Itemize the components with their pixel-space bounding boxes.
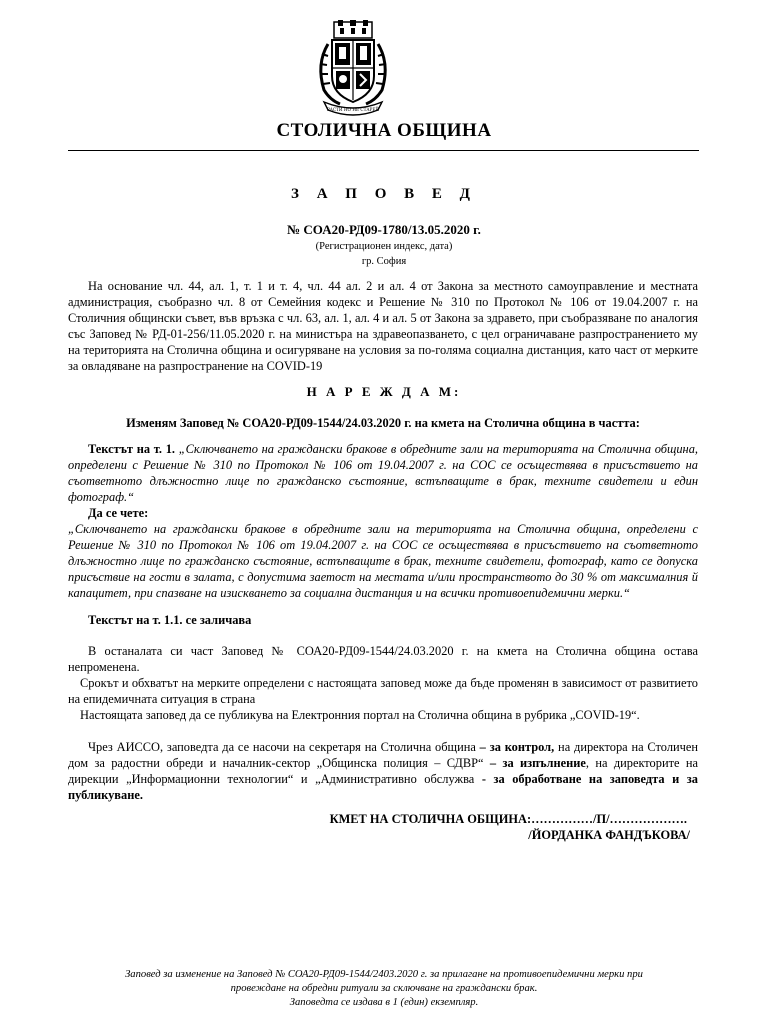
publish-paragraph: Настоящата заповед да се публикува на Електронния портал на Столична община в рубрика „COVID-19“. [80, 708, 640, 722]
point1-text: „Сключването на граждански бракове в обредните зали на територията на Столична община, определени с Решение № 310 по Протокол № 106 от 19.04.2007 г. на СОС се осъществява в присъствието на съответното длъжностно лице по гражданско състояние, встъпващите в брак, техните свидетели и един фотограф.“ [68, 442, 698, 504]
distribution-execution: – за изпълнение [483, 756, 586, 770]
document-title: З А П О В Е Д [291, 186, 477, 202]
preamble-paragraph: На основание чл. 44, ал. 1, т. 1 и т. 4, чл. 44 ал. 2 и ал. 4 от Закона за местното самоуправление и местната администрация, съобразно чл. 8 от Семейния кодекс и Решение № 310 по Протокол № 106 от 19.04.2007 г. на Столичния общински съвет, във връзка с чл. 63, ал. 1, ал. 4 и ал. 5 от Закона за здравето, при съобразяване по аналогия със Заповед № РД-01-256/11.05.2020 г. на министъра на здравеопазването, с цел ограничаване разпространението му на територията на Столична община и осигуряване на условия за по-голяма социална дистанция, като част от мерките за овладяване на разпространение на COVID-19 [68, 279, 698, 373]
sofia-coat-of-arms-logo [314, 20, 392, 116]
point1-paragraph [68, 441, 698, 505]
to-read-label: Да се чете: [88, 506, 149, 520]
mayor-name: /ЙОРДАНКА ФАНДЪКОВА/ [528, 828, 690, 842]
registration-note: (Регистрационен индекс, дата) [315, 241, 453, 252]
footer-note [40, 968, 728, 1010]
organization-name: СТОЛИЧНА ОБЩИНА [276, 120, 492, 141]
order-number: № СОА20-РД09-1780/13.05.2020 г. [287, 222, 481, 237]
amend-heading: Изменям Заповед № СОА20-РД09-1544/24.03.2020 г. на кмета на Столична община в частта: [126, 416, 640, 430]
footer-line-1: Заповед за изменение на Заповед № СОА20-РД09-1544/2403.2020 г. за прилагане на противоепидемични мерки при [125, 969, 643, 980]
distribution-text-3: , на директорите на дирекции „Информационни технологии“ и „Административно обслужва [68, 756, 698, 786]
footer-line-2: провеждане на обредни ритуали за сключване на граждански брак. [230, 983, 538, 994]
crest-motto: РАСТИ НО НЕ СТАРЕЙ [326, 107, 380, 112]
distribution-text-1: Чрез АИССО, заповедта да се насочи на секретаря на Столична община [88, 740, 476, 754]
term-paragraph: Срокът и обхватът на мерките определени с настоящата заповед може да бъде променян в зависимост от развитието на епидемичната ситуация в страна [68, 676, 698, 706]
distribution-text-2: на директора на Столичен дом за радостни обреди и началник-сектор „Общинска полиция – СДВР“ [68, 740, 698, 770]
to-read-text: „Сключването на граждански бракове в обредните зали на територията на Столична община, определени с Решение № 310 по Протокол № 106 от 19.04.2007 г. на СОС се осъществява в присъствието на съответното длъжностно лице по гражданско състояние, встъпващите в брак, техните свидетели, фотограф, като се допуска присъствие на гости в залата, с допустима заетост на местата и/или пространството до 30 % от максималния й капацитет, при спазване на изискването за социална дистанция и на всички противоепидемични мерки.“ [68, 522, 698, 600]
city: гр. София [361, 256, 407, 267]
footer-line-3: Заповедта се издава в 1 (един) екземпляр. [289, 997, 479, 1008]
distribution-control: – за контрол, [475, 740, 555, 754]
point11-deleted: Текстът на т. 1.1. се заличава [88, 613, 252, 627]
decree-heading: Н А Р Е Ж Д А М: [306, 384, 462, 399]
distribution-paragraph [68, 739, 698, 803]
remaining-paragraph: В останалата си част Заповед № СОА20-РД09-1544/24.03.2020 г. на кмета на Столична община остава непроменена. [68, 644, 698, 674]
distribution-processing: - за обработване на заповедта и за публикуване. [68, 772, 698, 802]
header-divider [68, 150, 699, 151]
point1-label: Текстът на т. 1. [88, 442, 175, 456]
mayor-signature-line: КМЕТ НА СТОЛИЧНА ОБЩИНА:……………/П/………………. [329, 812, 687, 826]
